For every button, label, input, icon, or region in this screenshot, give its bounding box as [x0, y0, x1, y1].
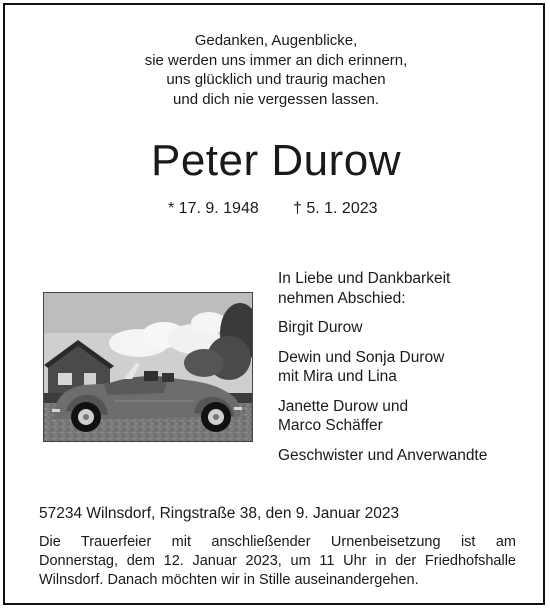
- birth-date: * 17. 9. 1948: [168, 200, 259, 217]
- poem-line: Gedanken, Augenblicke,: [194, 32, 358, 49]
- mourner-group: [278, 348, 528, 387]
- mourner-name: Birgit Durow: [278, 319, 363, 336]
- poem-line: uns glücklich und traurig machen: [166, 71, 386, 88]
- place-and-date: 57234 Wilnsdorf, Ringstraße 38, den 9. Januar 2023: [39, 505, 400, 522]
- memorial-photo: [43, 292, 253, 442]
- mourners-list: [278, 269, 528, 475]
- intro-line: In Liebe und Dankbarkeit: [278, 270, 451, 287]
- mourner-group: [278, 397, 528, 436]
- mourner-group: [278, 446, 528, 466]
- memorial-poem: [5, 31, 547, 109]
- mourner-name: Dewin und Sonja Durow: [278, 348, 445, 366]
- death-date: † 5. 1. 2023: [293, 200, 378, 217]
- car-photo-illustration: [44, 293, 253, 442]
- funeral-info-line: Donnerstag, dem 12. Januar 2023, um 11 Uhr in der Friedhofshalle: [39, 553, 516, 569]
- mourners-intro: [278, 269, 528, 308]
- funeral-info-line: Wilnsdorf. Danach möchten wir in Stille auseinandergehen.: [39, 572, 419, 588]
- intro-line: nehmen Abschied:: [278, 289, 406, 307]
- funeral-info-line: Die Trauerfeier mit anschließender Urnenbeisetzung ist am: [39, 534, 516, 550]
- mourner-name: Geschwister und Anverwandte: [278, 446, 488, 464]
- deceased-name: Peter Durow: [150, 136, 402, 185]
- obituary-notice: [3, 3, 545, 605]
- mourner-name: Marco Schäffer: [278, 417, 383, 434]
- funeral-info: [39, 533, 516, 590]
- poem-line: und dich nie vergessen lassen.: [173, 90, 379, 108]
- mourner-name: mit Mira und Lina: [278, 368, 397, 385]
- mourner-group: [278, 318, 528, 338]
- poem-line: sie werden uns immer an dich erinnern,: [144, 51, 408, 69]
- mourner-name: Janette Durow und: [278, 397, 409, 415]
